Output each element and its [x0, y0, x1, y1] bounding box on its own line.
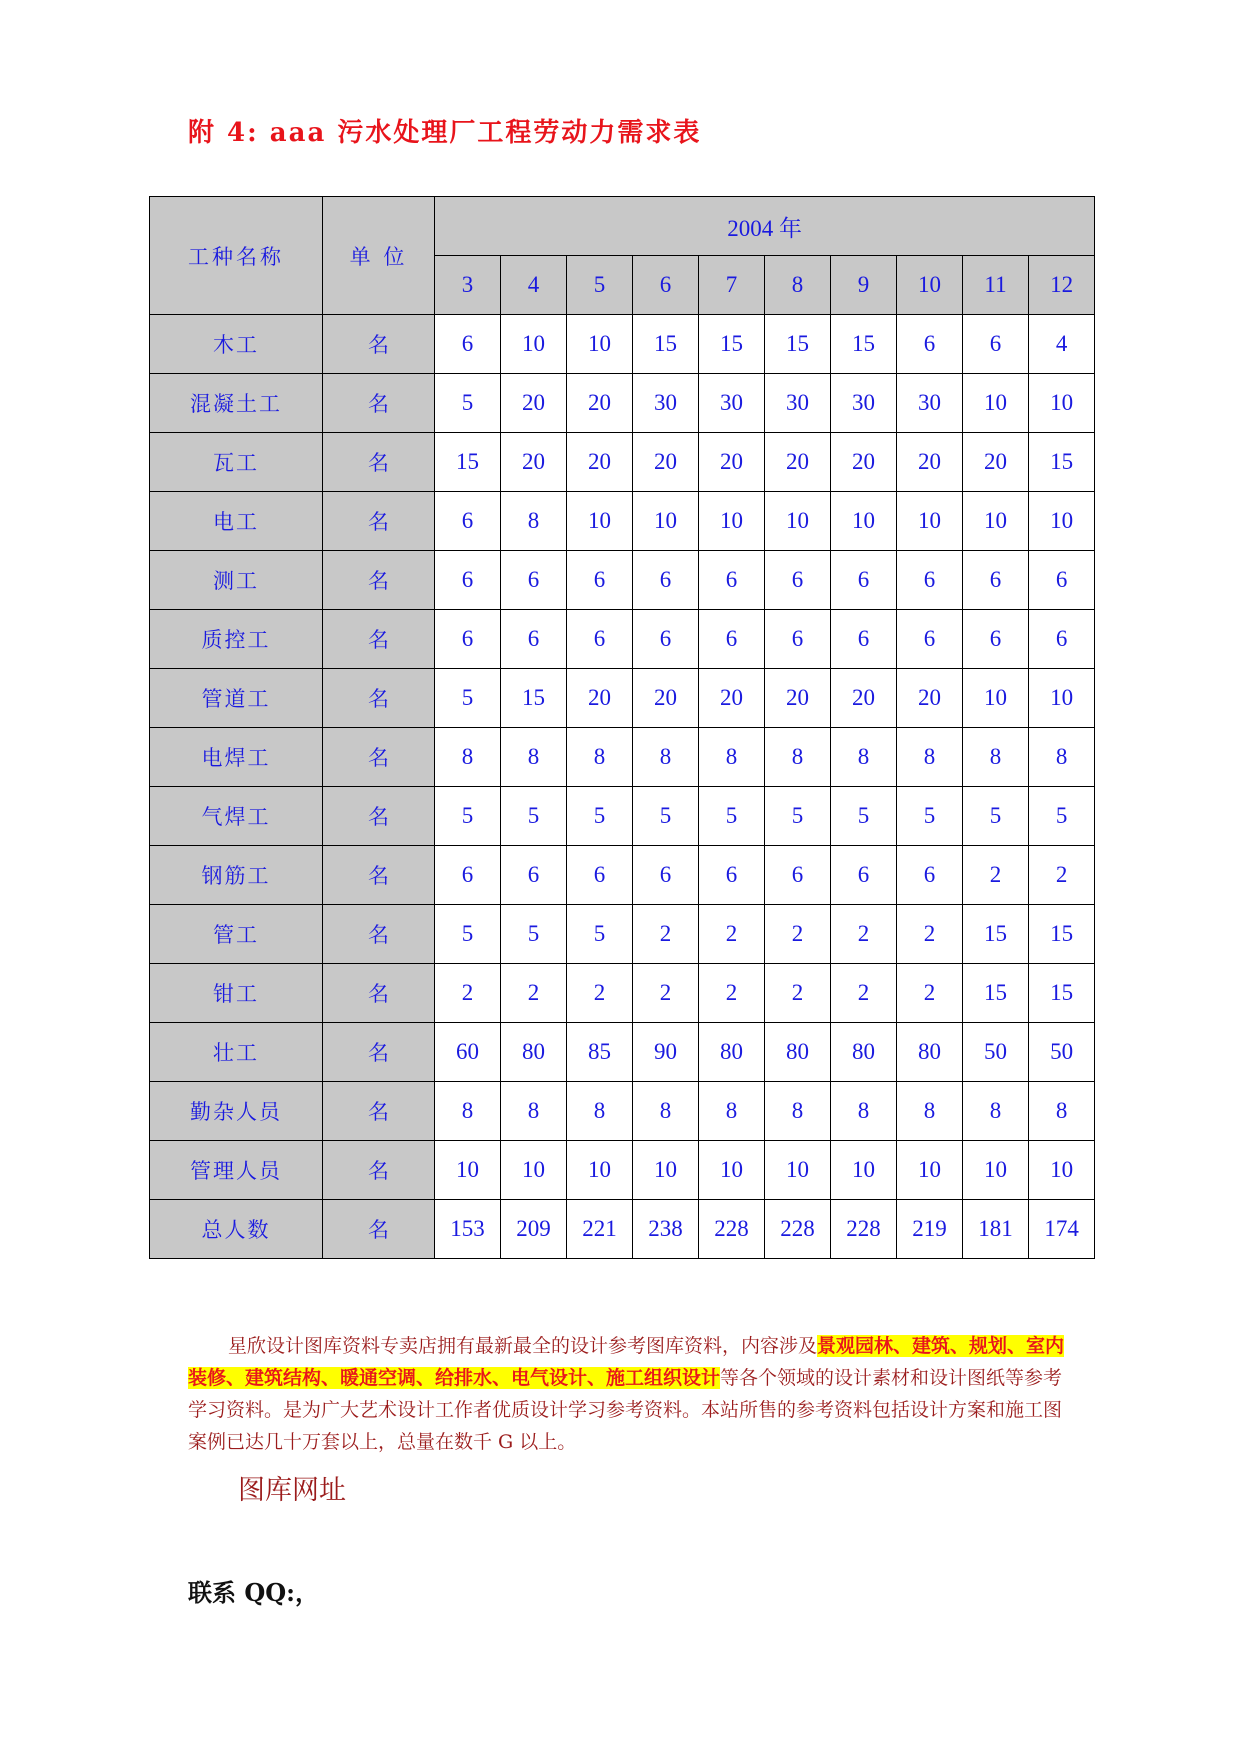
value-cell: 10 — [435, 1141, 501, 1200]
value-cell: 6 — [765, 846, 831, 905]
value-cell: 20 — [897, 669, 963, 728]
value-cell: 15 — [963, 964, 1029, 1023]
value-cell: 10 — [765, 492, 831, 551]
value-cell: 20 — [765, 669, 831, 728]
value-cell: 8 — [501, 728, 567, 787]
unit-cell: 名 — [323, 964, 435, 1023]
trade-name-cell: 电工 — [150, 492, 323, 551]
value-cell: 5 — [435, 374, 501, 433]
trade-name-cell: 钢筋工 — [150, 846, 323, 905]
value-cell: 10 — [831, 1141, 897, 1200]
value-cell: 10 — [963, 492, 1029, 551]
value-cell: 2 — [699, 905, 765, 964]
value-cell: 6 — [567, 846, 633, 905]
value-cell: 80 — [831, 1023, 897, 1082]
labor-demand-table — [149, 196, 1095, 1259]
value-cell: 2 — [567, 964, 633, 1023]
value-cell: 10 — [633, 1141, 699, 1200]
value-cell: 5 — [633, 787, 699, 846]
header-month-cell: 7 — [699, 256, 765, 315]
value-cell: 5 — [501, 905, 567, 964]
table-row — [150, 787, 1095, 846]
value-cell: 228 — [765, 1200, 831, 1259]
value-cell: 50 — [1029, 1023, 1095, 1082]
value-cell: 2 — [765, 964, 831, 1023]
value-cell: 10 — [897, 1141, 963, 1200]
value-cell: 15 — [633, 315, 699, 374]
unit-cell: 名 — [323, 492, 435, 551]
value-cell: 30 — [765, 374, 831, 433]
value-cell: 6 — [435, 610, 501, 669]
value-cell: 6 — [501, 846, 567, 905]
value-cell: 10 — [633, 492, 699, 551]
header-trade-name: 工种名称 — [150, 197, 323, 315]
value-cell: 10 — [567, 315, 633, 374]
value-cell: 8 — [699, 1082, 765, 1141]
value-cell: 20 — [897, 433, 963, 492]
value-cell: 8 — [501, 1082, 567, 1141]
value-cell: 20 — [831, 433, 897, 492]
value-cell: 5 — [435, 905, 501, 964]
value-cell: 80 — [699, 1023, 765, 1082]
value-cell: 6 — [435, 846, 501, 905]
value-cell: 5 — [567, 787, 633, 846]
value-cell: 2 — [435, 964, 501, 1023]
value-cell: 10 — [699, 492, 765, 551]
value-cell: 20 — [567, 433, 633, 492]
value-cell: 10 — [1029, 374, 1095, 433]
value-cell: 6 — [963, 315, 1029, 374]
promo-rest: 等各个领域的设计素材和设计图纸等参考学习资料。是为广大艺术设计工作者优质设计学习参考资料。本站所售的参考资料包括设计方案和施工图案例已达几十万套以上，总量在数千 G 以上。 — [188, 1367, 1063, 1453]
value-cell: 221 — [567, 1200, 633, 1259]
value-cell: 20 — [633, 433, 699, 492]
value-cell: 20 — [501, 374, 567, 433]
value-cell: 10 — [1029, 669, 1095, 728]
header-year: 2004 年 — [435, 197, 1095, 256]
table-row — [150, 669, 1095, 728]
value-cell: 6 — [1029, 551, 1095, 610]
value-cell: 6 — [699, 610, 765, 669]
value-cell: 2 — [963, 846, 1029, 905]
header-month-cell: 10 — [897, 256, 963, 315]
value-cell: 6 — [897, 315, 963, 374]
value-cell: 10 — [501, 315, 567, 374]
value-cell: 80 — [501, 1023, 567, 1082]
value-cell: 2 — [831, 905, 897, 964]
value-cell: 15 — [699, 315, 765, 374]
value-cell: 6 — [963, 551, 1029, 610]
value-cell: 60 — [435, 1023, 501, 1082]
value-cell: 8 — [963, 1082, 1029, 1141]
value-cell: 8 — [633, 1082, 699, 1141]
value-cell: 15 — [1029, 964, 1095, 1023]
value-cell: 80 — [765, 1023, 831, 1082]
value-cell: 6 — [633, 551, 699, 610]
header-month-cell: 6 — [633, 256, 699, 315]
unit-cell: 名 — [323, 669, 435, 728]
value-cell: 30 — [831, 374, 897, 433]
value-cell: 90 — [633, 1023, 699, 1082]
trade-name-cell: 管工 — [150, 905, 323, 964]
value-cell: 20 — [765, 433, 831, 492]
value-cell: 228 — [831, 1200, 897, 1259]
header-month-cell: 5 — [567, 256, 633, 315]
header-month-cell: 9 — [831, 256, 897, 315]
value-cell: 10 — [699, 1141, 765, 1200]
value-cell: 50 — [963, 1023, 1029, 1082]
value-cell: 174 — [1029, 1200, 1095, 1259]
value-cell: 5 — [435, 669, 501, 728]
value-cell: 30 — [897, 374, 963, 433]
unit-cell: 名 — [323, 1023, 435, 1082]
contact-qq: 联系 QQ:， — [188, 1578, 320, 1607]
table-body — [150, 315, 1095, 1259]
unit-cell: 名 — [323, 315, 435, 374]
trade-name-cell: 气焊工 — [150, 787, 323, 846]
header-month-cell: 11 — [963, 256, 1029, 315]
value-cell: 8 — [897, 728, 963, 787]
value-cell: 5 — [435, 787, 501, 846]
value-cell: 238 — [633, 1200, 699, 1259]
table-row — [150, 1023, 1095, 1082]
value-cell: 5 — [897, 787, 963, 846]
unit-cell: 名 — [323, 787, 435, 846]
header-month-cell: 3 — [435, 256, 501, 315]
value-cell: 8 — [831, 1082, 897, 1141]
value-cell: 6 — [501, 610, 567, 669]
value-cell: 10 — [897, 492, 963, 551]
unit-cell: 名 — [323, 1082, 435, 1141]
value-cell: 2 — [831, 964, 897, 1023]
value-cell: 2 — [1029, 846, 1095, 905]
trade-name-cell: 钳工 — [150, 964, 323, 1023]
value-cell: 10 — [567, 492, 633, 551]
table-row — [150, 433, 1095, 492]
value-cell: 6 — [897, 551, 963, 610]
value-cell: 2 — [633, 905, 699, 964]
value-cell: 6 — [765, 551, 831, 610]
table-row — [150, 610, 1095, 669]
value-cell: 10 — [567, 1141, 633, 1200]
value-cell: 6 — [633, 846, 699, 905]
value-cell: 10 — [831, 492, 897, 551]
table-row — [150, 728, 1095, 787]
table-row — [150, 1082, 1095, 1141]
value-cell: 15 — [501, 669, 567, 728]
unit-cell: 名 — [323, 551, 435, 610]
value-cell: 2 — [501, 964, 567, 1023]
trade-name-cell: 壮工 — [150, 1023, 323, 1082]
value-cell: 10 — [1029, 492, 1095, 551]
trade-name-cell: 测工 — [150, 551, 323, 610]
value-cell: 10 — [765, 1141, 831, 1200]
value-cell: 8 — [765, 728, 831, 787]
value-cell: 15 — [435, 433, 501, 492]
value-cell: 6 — [897, 610, 963, 669]
table-row — [150, 964, 1095, 1023]
table-row — [150, 492, 1095, 551]
trade-name-cell: 木工 — [150, 315, 323, 374]
value-cell: 6 — [699, 551, 765, 610]
value-cell: 8 — [567, 1082, 633, 1141]
value-cell: 8 — [963, 728, 1029, 787]
value-cell: 5 — [831, 787, 897, 846]
value-cell: 20 — [831, 669, 897, 728]
value-cell: 6 — [435, 551, 501, 610]
value-cell: 8 — [699, 728, 765, 787]
value-cell: 10 — [1029, 1141, 1095, 1200]
value-cell: 6 — [633, 610, 699, 669]
trade-name-cell: 瓦工 — [150, 433, 323, 492]
value-cell: 15 — [831, 315, 897, 374]
value-cell: 6 — [897, 846, 963, 905]
unit-cell: 名 — [323, 374, 435, 433]
promo-highlight: 景观园林、建筑、规划、室内装修、建筑结构、暖通空调、给排水、电气设计、施工组织设计 — [188, 1335, 1065, 1389]
value-cell: 5 — [1029, 787, 1095, 846]
value-cell: 5 — [567, 905, 633, 964]
unit-cell: 名 — [323, 846, 435, 905]
value-cell: 209 — [501, 1200, 567, 1259]
value-cell: 15 — [1029, 905, 1095, 964]
value-cell: 20 — [699, 433, 765, 492]
value-cell: 30 — [633, 374, 699, 433]
value-cell: 181 — [963, 1200, 1029, 1259]
table-row — [150, 315, 1095, 374]
promo-intro: 星欣设计图库资料专卖店拥有最新最全的设计参考图库资料，内容涉及 — [228, 1335, 818, 1357]
value-cell: 10 — [963, 1141, 1029, 1200]
value-cell: 8 — [501, 492, 567, 551]
value-cell: 6 — [831, 846, 897, 905]
trade-name-cell: 勤杂人员 — [150, 1082, 323, 1141]
value-cell: 8 — [765, 1082, 831, 1141]
value-cell: 2 — [633, 964, 699, 1023]
value-cell: 10 — [963, 374, 1029, 433]
unit-cell: 名 — [323, 1141, 435, 1200]
value-cell: 2 — [765, 905, 831, 964]
value-cell: 15 — [765, 315, 831, 374]
table-row — [150, 846, 1095, 905]
table-row — [150, 905, 1095, 964]
header-month-cell: 12 — [1029, 256, 1095, 315]
unit-cell: 名 — [323, 433, 435, 492]
value-cell: 5 — [501, 787, 567, 846]
trade-name-cell: 质控工 — [150, 610, 323, 669]
trade-name-cell: 混凝土工 — [150, 374, 323, 433]
value-cell: 2 — [699, 964, 765, 1023]
table-row — [150, 374, 1095, 433]
value-cell: 8 — [897, 1082, 963, 1141]
unit-cell: 名 — [323, 1200, 435, 1259]
value-cell: 20 — [699, 669, 765, 728]
table-row — [150, 1141, 1095, 1200]
value-cell: 20 — [963, 433, 1029, 492]
value-cell: 8 — [831, 728, 897, 787]
value-cell: 20 — [567, 669, 633, 728]
value-cell: 10 — [963, 669, 1029, 728]
value-cell: 4 — [1029, 315, 1095, 374]
value-cell: 5 — [765, 787, 831, 846]
value-cell: 8 — [567, 728, 633, 787]
trade-name-cell: 电焊工 — [150, 728, 323, 787]
trade-name-cell: 总人数 — [150, 1200, 323, 1259]
value-cell: 5 — [963, 787, 1029, 846]
header-month-cell: 8 — [765, 256, 831, 315]
unit-cell: 名 — [323, 728, 435, 787]
value-cell: 30 — [699, 374, 765, 433]
value-cell: 20 — [633, 669, 699, 728]
table-row — [150, 551, 1095, 610]
unit-cell: 名 — [323, 905, 435, 964]
value-cell: 2 — [897, 905, 963, 964]
value-cell: 5 — [699, 787, 765, 846]
value-cell: 15 — [963, 905, 1029, 964]
value-cell: 6 — [831, 610, 897, 669]
trade-name-cell: 管道工 — [150, 669, 323, 728]
trade-name-cell: 管理人员 — [150, 1141, 323, 1200]
gallery-link[interactable]: 图库网址 — [238, 1475, 346, 1506]
header-month-cell: 4 — [501, 256, 567, 315]
document-title: 附 4: aaa 污水处理厂工程劳动力需求表 — [188, 118, 702, 148]
value-cell: 6 — [501, 551, 567, 610]
header-unit: 单 位 — [323, 197, 435, 315]
value-cell: 6 — [765, 610, 831, 669]
value-cell: 8 — [1029, 728, 1095, 787]
value-cell: 153 — [435, 1200, 501, 1259]
unit-cell: 名 — [323, 610, 435, 669]
table-row — [150, 1200, 1095, 1259]
value-cell: 6 — [699, 846, 765, 905]
value-cell: 2 — [897, 964, 963, 1023]
value-cell: 10 — [501, 1141, 567, 1200]
value-cell: 8 — [1029, 1082, 1095, 1141]
value-cell: 8 — [633, 728, 699, 787]
value-cell: 8 — [435, 728, 501, 787]
value-cell: 6 — [963, 610, 1029, 669]
value-cell: 6 — [1029, 610, 1095, 669]
value-cell: 228 — [699, 1200, 765, 1259]
value-cell: 8 — [435, 1082, 501, 1141]
value-cell: 6 — [567, 610, 633, 669]
value-cell: 20 — [567, 374, 633, 433]
value-cell: 6 — [567, 551, 633, 610]
value-cell: 6 — [435, 315, 501, 374]
value-cell: 15 — [1029, 433, 1095, 492]
value-cell: 85 — [567, 1023, 633, 1082]
promo-paragraph — [188, 1330, 1068, 1458]
value-cell: 6 — [831, 551, 897, 610]
value-cell: 20 — [501, 433, 567, 492]
value-cell: 219 — [897, 1200, 963, 1259]
value-cell: 6 — [435, 492, 501, 551]
value-cell: 80 — [897, 1023, 963, 1082]
